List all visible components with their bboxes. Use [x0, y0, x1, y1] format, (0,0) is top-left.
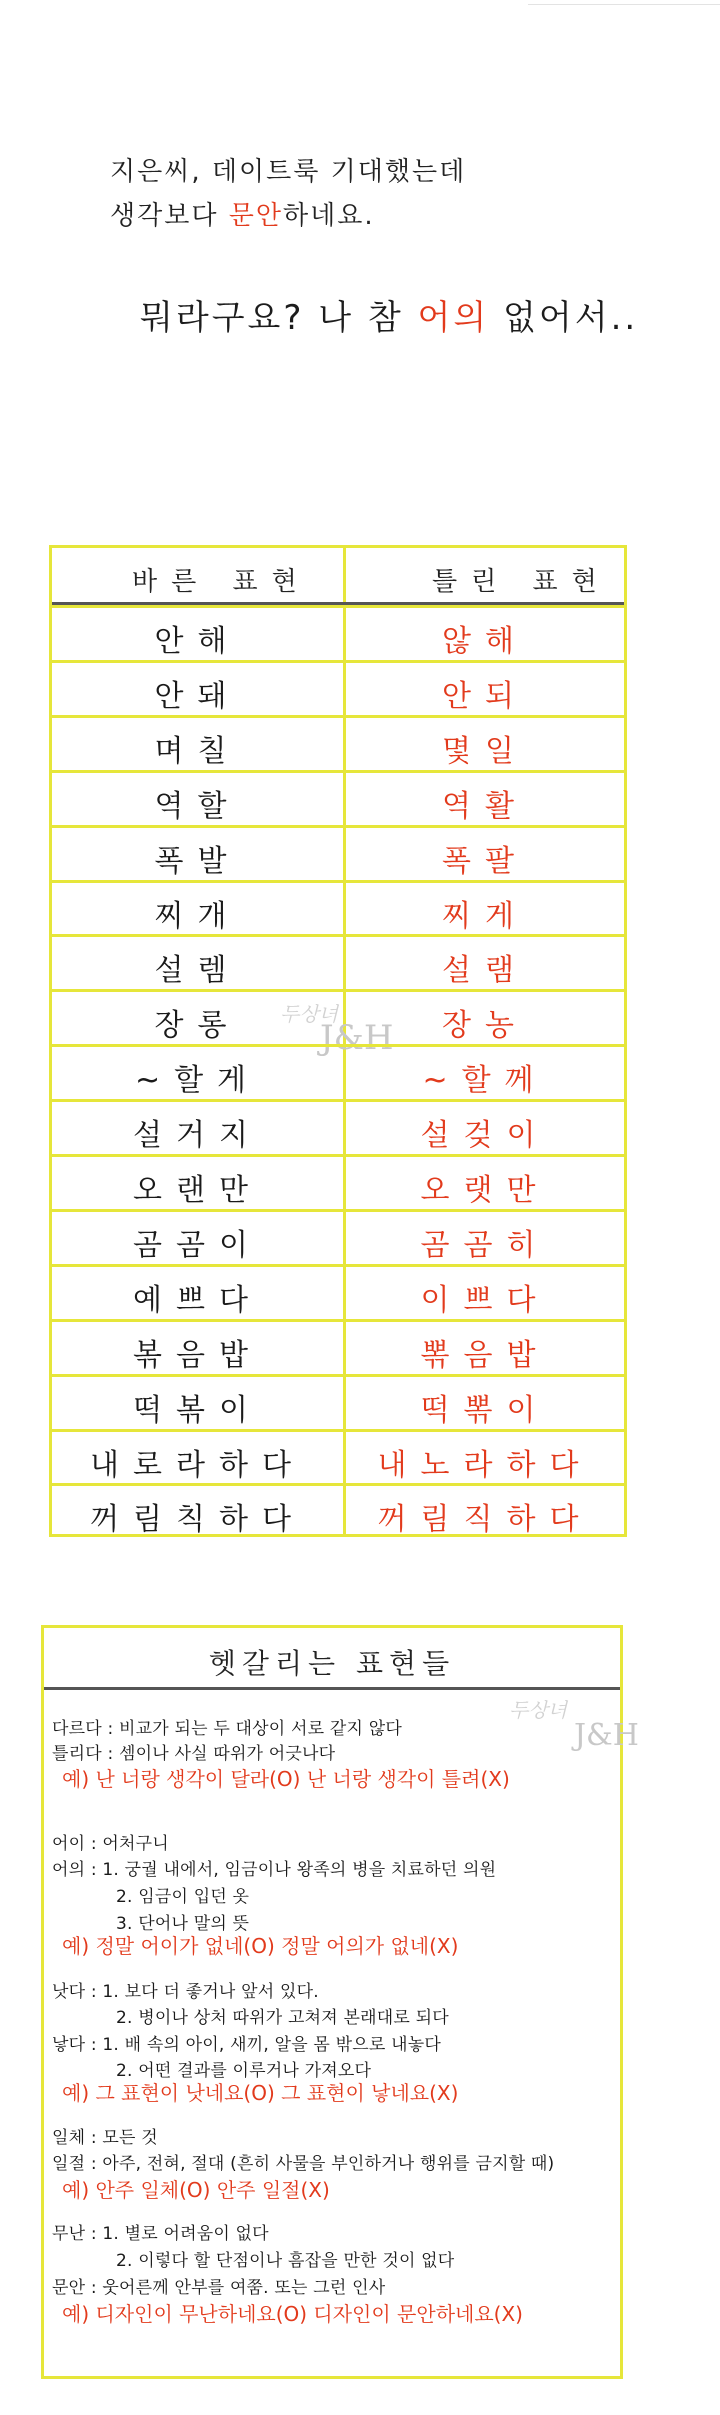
table-watermark: J&H [320, 1018, 394, 1058]
wrong-expression: 오랫만 [420, 1173, 550, 1208]
definition-line: 일체 : 모든 것 [52, 2128, 158, 2148]
definition-line: 2. 이렇다 할 단점이나 흠잡을 만한 것이 없다 [116, 2251, 455, 2271]
reply-pre: 뭐라구요? 나 참 [140, 298, 418, 338]
definition-line: 문안 : 웃어른께 안부를 여쭘. 또는 그런 인사 [52, 2278, 386, 2298]
box-watermark: J&H [574, 1718, 639, 1753]
definition-line: 어의 : 1. 궁궐 내에서, 임금이나 왕족의 병을 치료하던 의원 [52, 1860, 497, 1880]
table-row [52, 1374, 624, 1427]
definition-line: 낳다 : 1. 배 속의 아이, 새끼, 알을 몸 밖으로 내놓다 [52, 2035, 441, 2055]
table-header [52, 548, 624, 605]
definition-line: 낫다 : 1. 보다 더 좋거나 앞서 있다. [52, 1982, 319, 2002]
table-row [52, 605, 624, 658]
definition-line: 2. 어떤 결과를 이루거나 가져오다 [116, 2061, 372, 2081]
wrong-expression: 몇일 [442, 733, 528, 769]
wrong-expression: 떡뽂이 [420, 1392, 550, 1428]
table-row [52, 1483, 624, 1536]
correct-expression: 설거지 [133, 1118, 262, 1154]
correct-expression: 며칠 [154, 733, 241, 769]
correct-expression: 떡볶이 [133, 1392, 262, 1428]
example-line: 예) 정말 어이가 없네(O) 정말 어의가 없네(X) [62, 1934, 459, 1958]
correct-expression: 폭발 [154, 843, 241, 879]
table-signature: 두상녀 [280, 1002, 338, 1026]
table-row [52, 934, 624, 987]
wrong-expression: 폭팔 [442, 843, 528, 879]
correct-expression: 찌개 [154, 898, 241, 934]
example-line: 예) 난 너랑 생각이 달라(O) 난 너랑 생각이 틀려(X) [62, 1767, 510, 1791]
definition-line: 틀리다 : 셈이나 사실 따위가 어긋나다 [52, 1744, 336, 1764]
example-line: 예) 디자인이 무난하네요(O) 디자인이 문안하네요(X) [62, 2302, 523, 2326]
definition-line: 어이 : 어처구니 [52, 1834, 169, 1854]
definition-line: 2. 임금이 입던 옷 [116, 1887, 250, 1907]
correct-expression: 예쁘다 [133, 1282, 262, 1318]
table-row [52, 715, 624, 768]
wrong-expression: 찌게 [442, 898, 528, 934]
correct-expression: 안해 [154, 624, 241, 659]
table-row [52, 1209, 624, 1262]
intro-line-2-post: 하네요. [282, 201, 375, 231]
wrong-expression: 장농 [442, 1008, 528, 1044]
definition-line: 2. 병이나 상처 따위가 고쳐져 본래대로 되다 [116, 2008, 449, 2028]
correct-expression: 안돼 [154, 678, 241, 714]
wrong-expression: 설겆이 [420, 1118, 550, 1154]
confusing-title [44, 1628, 620, 1690]
correct-expression: 오랜만 [133, 1173, 262, 1208]
table-row [52, 1044, 624, 1097]
wrong-expression: 꺼림직하다 [377, 1502, 593, 1538]
table-row [52, 1319, 624, 1372]
wrong-expression: 이쁘다 [420, 1282, 550, 1318]
header-correct: 바른 표현 [132, 567, 311, 597]
correct-expression: ~할게 [134, 1063, 261, 1099]
wrong-expression: 않해 [442, 624, 528, 659]
correct-expression: 역할 [154, 788, 241, 824]
example-line: 예) 그 표현이 낫네요(O) 그 표현이 낳네요(X) [62, 2081, 459, 2105]
intro-highlight-munan: 문안 [228, 201, 283, 231]
confusing-title-text: 헷갈리는 표현들 [208, 1647, 456, 1680]
correct-expression: 내로라하다 [90, 1447, 305, 1483]
confusing-expressions-box [41, 1625, 639, 2379]
correct-expression: 곰곰이 [133, 1227, 262, 1263]
top-divider [528, 0, 720, 5]
table-row [52, 1154, 624, 1207]
definition-line: 일절 : 아주, 전혀, 절대 (흔히 사물을 부인하거나 행위를 금지할 때) [52, 2154, 555, 2174]
intro-line-2-pre: 생각보다 [110, 201, 229, 231]
correct-expression: 장롱 [154, 1008, 241, 1044]
reply-text [140, 290, 638, 339]
definition-line: 3. 단어나 말의 뜻 [116, 1914, 250, 1934]
correct-expression: 볶음밥 [133, 1337, 262, 1373]
header-wrong: 틀린 표현 [432, 567, 611, 597]
definition-line: 무난 : 1. 별로 어려움이 없다 [52, 2224, 269, 2244]
reply-post: 없어서.. [489, 298, 639, 338]
table-row [52, 770, 624, 823]
box-signature: 두상녀 [509, 1698, 567, 1722]
spelling-table [49, 545, 627, 1537]
table-row [52, 1264, 624, 1317]
example-line: 예) 안주 일체(O) 안주 일절(X) [62, 2178, 330, 2202]
wrong-expression: 설램 [442, 953, 528, 989]
wrong-expression: 뽂음밥 [420, 1337, 550, 1373]
intro-line-1: 지은씨, 데이트룩 기대했는데 [110, 157, 467, 187]
wrong-expression: ~할께 [422, 1063, 548, 1099]
table-row [52, 989, 624, 1042]
definition-line: 다르다 : 비교가 되는 두 대상이 서로 같지 않다 [52, 1719, 402, 1739]
table-row [52, 660, 624, 713]
table-row [52, 1429, 624, 1482]
wrong-expression: 역활 [442, 788, 528, 824]
wrong-expression: 내노라하다 [377, 1447, 593, 1483]
table-row [52, 880, 624, 933]
wrong-expression: 안되 [442, 678, 528, 714]
table-row [52, 1099, 624, 1152]
intro-text [110, 150, 466, 238]
table-row [52, 825, 624, 878]
reply-highlight-eoui: 어의 [417, 298, 490, 338]
correct-expression: 꺼림칙하다 [90, 1502, 305, 1538]
wrong-expression: 곰곰히 [420, 1227, 550, 1263]
intro-line-2 [110, 194, 466, 238]
correct-expression: 설렘 [154, 953, 241, 989]
